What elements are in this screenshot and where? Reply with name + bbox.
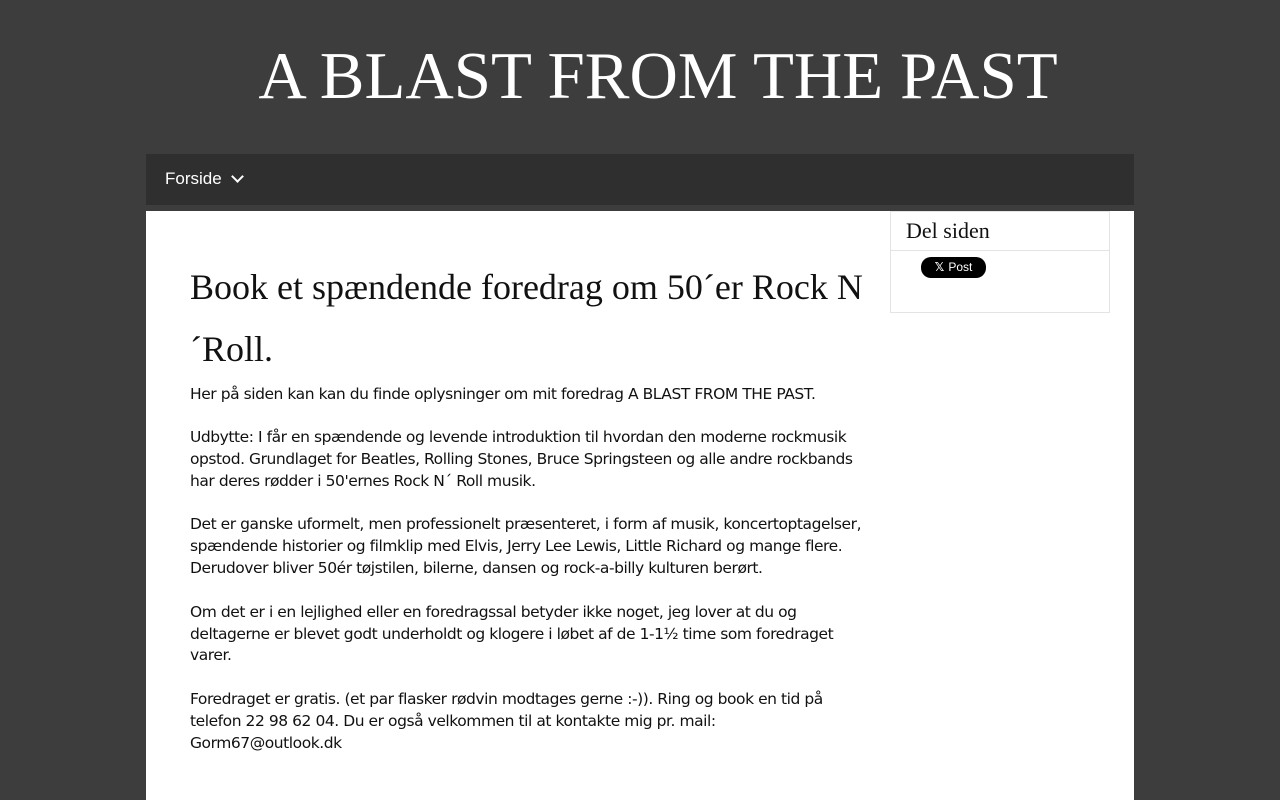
nav-item-forside[interactable]	[165, 168, 242, 190]
site-title: A BLAST FROM THE PAST	[258, 39, 1058, 113]
x-post-label: Post	[948, 260, 973, 274]
paragraph-format: Det er ganske uformelt, men professionelt præsenteret, i form af musik, koncertoptagelser, spændende historier og filmklip med Elvis, Jerry Lee Lewis, Little Richard og mange flere. Derudover bliver 50ér tøjstilen, bilerne, dansen og rock-a-billy kulturen berørt.	[190, 515, 862, 577]
paragraph-location: Om det er i en lejlighed eller en foredragssal betyder ikke noget, jeg lover at du og deltagerne er blevet godt underholdt og klogere i løbet af de 1-1½ time som foredraget varer.	[190, 602, 834, 665]
nav-item-label: Forside	[165, 169, 222, 188]
paragraph-udbytte: Udbytte: I får en spændende og levende introduktion til hvordan den moderne rockmusik opstod. Grundlaget for Beatles, Rolling Stones, Bruce Springsteen og alle andre rockbands har deres rødder i 50'ernes Rock N´ Roll musik.	[190, 428, 853, 490]
x-post-button[interactable]	[921, 257, 986, 278]
paragraph-contact: Foredraget er gratis. (et par flasker rødvin modtages gerne :-)). Ring og book en tid på telefon 22 98 62 04. Du er også velkommen til at kontakte mig pr. mail: Gorm67@outlook.dk	[190, 690, 823, 752]
main-content	[190, 256, 870, 755]
share-widget	[890, 211, 1110, 313]
chevron-down-icon	[231, 170, 244, 183]
content-area	[146, 211, 1134, 800]
main-navigation	[146, 154, 1134, 205]
x-logo-icon: 𝕏	[934, 260, 945, 274]
share-widget-title: Del siden	[891, 212, 1109, 251]
intro-paragraph: Her på siden kan kan du finde oplysninger om mit foredrag A BLAST FROM THE PAST.	[190, 385, 816, 403]
page-heading: Book et spændende foredrag om 50´er Rock N´Roll.	[190, 267, 863, 369]
